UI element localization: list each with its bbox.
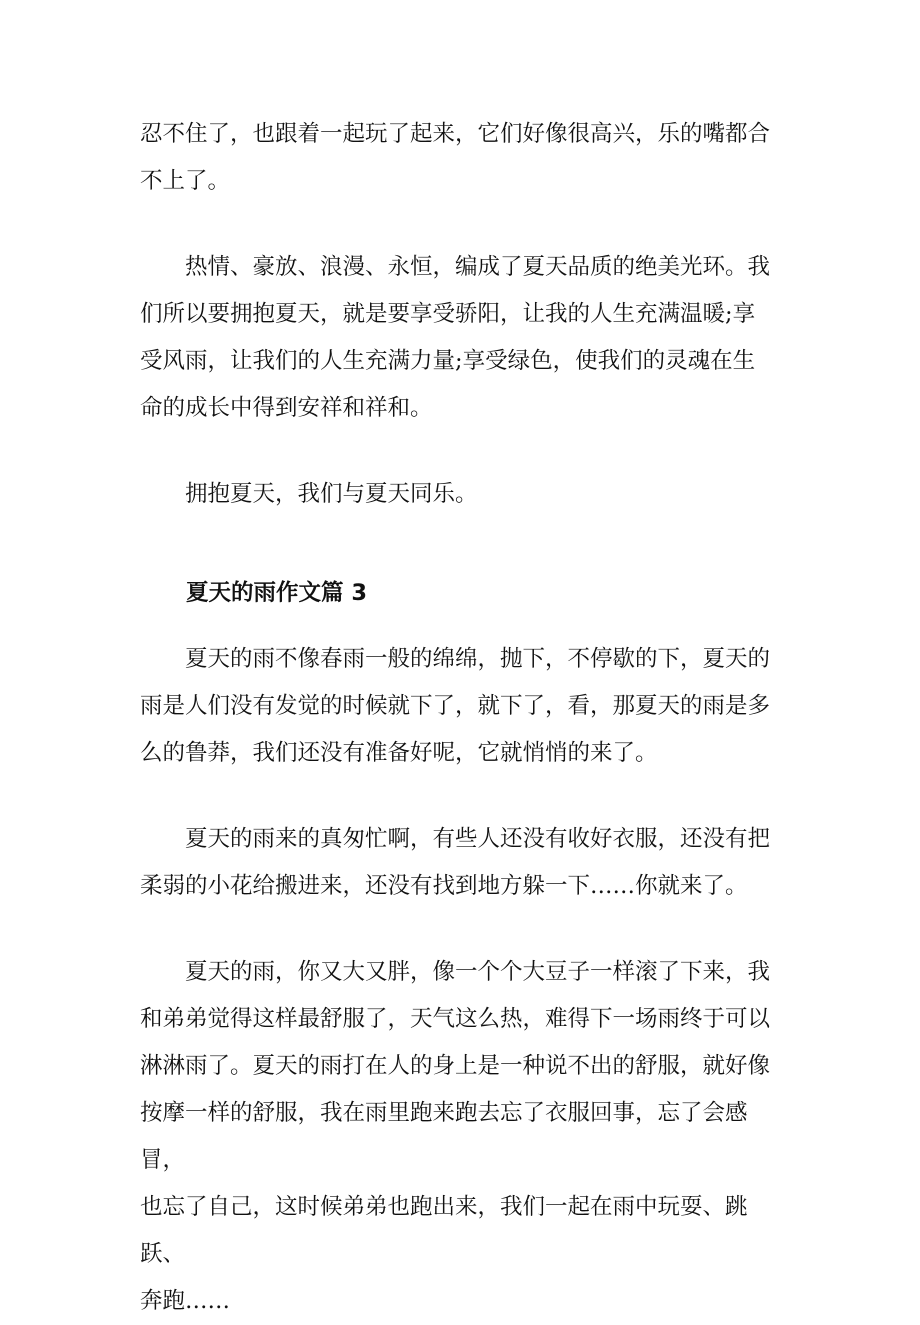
section-heading: 夏天的雨作文篇 3 <box>186 580 367 606</box>
text-block-top <box>140 111 785 518</box>
paragraph-5: 夏天的雨来的真匆忙啊，有些人还没有收好衣服，还没有把 柔弱的小花给搬进来，还没有找到地方躲一下……你就来了。 <box>140 826 771 899</box>
paragraph-6: 夏天的雨，你又大又胖，像一个个大豆子一样滚了下来，我 和弟弟觉得这样最舒服了，天气这么热，难得下一场雨终于可以 淋淋雨了。夏天的雨打在人的身上是一种说不出的舒服，就好像 按摩一样的舒服，我在雨里跑来跑去忘了衣服回事，忘了会感冒， 也忘了自己，这时候弟弟也跑出来，我们一起在雨中玩耍、跳跃、 奔跑…… <box>140 959 771 1314</box>
paragraph-3: 拥抱夏天，我们与夏天同乐。 <box>140 481 478 507</box>
paragraph-4: 夏天的雨不像春雨一般的绵绵，抛下，不停歇的下，夏天的 雨是人们没有发觉的时候就下了，就下了，看，那夏天的雨是多 么的鲁莽，我们还没有准备好呢，它就悄悄的来了。 <box>140 646 771 766</box>
paragraph-2: 热情、豪放、浪漫、永恒，编成了夏天品质的绝美光环。我 们所以要拥抱夏天，就是要享受骄阳，让我的人生充满温暖;享 受风雨，让我们的人生充满力量;享受绿色，使我们的灵魂在生 命的成长中得到安祥和祥和。 <box>140 254 771 421</box>
paragraph-1: 忍不住了，也跟着一起玩了起来，它们好像很高兴，乐的嘴都合 不上了。 <box>140 121 771 194</box>
text-block-bottom <box>140 636 785 1325</box>
